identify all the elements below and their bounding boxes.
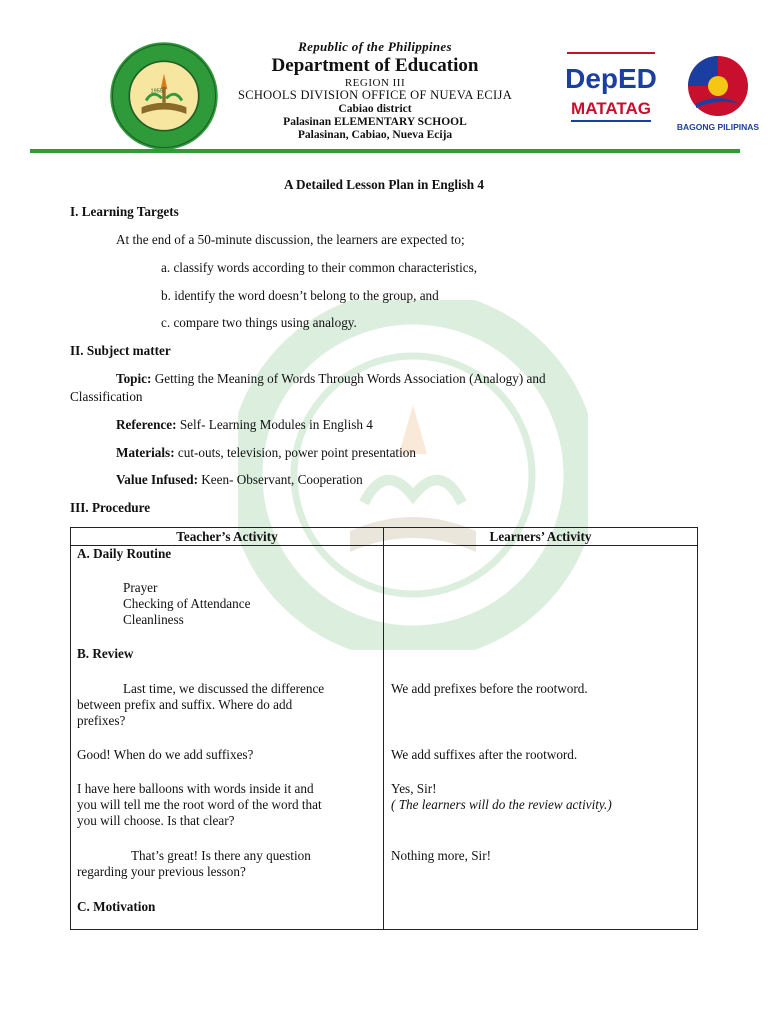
address-line: Palasinan, Cabiao, Nueva Ecija bbox=[297, 129, 453, 142]
topic-line-2: Classification bbox=[70, 389, 143, 404]
region-line: REGION III bbox=[344, 76, 406, 89]
department-line: Department of Education bbox=[271, 54, 479, 76]
teacher-line: Good! When do we add suffixes? bbox=[77, 747, 254, 762]
teacher-line: you will choose. Is that clear? bbox=[77, 813, 235, 828]
table-column-divider bbox=[383, 528, 384, 929]
teacher-line: That’s great! Is there any question bbox=[131, 848, 311, 863]
procedure-table bbox=[70, 527, 698, 930]
reference-line: Reference: Self- Learning Modules in English 4 bbox=[116, 417, 373, 432]
bagong-pilipinas-logo-icon bbox=[676, 52, 760, 136]
routine-item: Prayer bbox=[123, 580, 158, 595]
division-line: SCHOOLS DIVISION OFFICE OF NUEVA ECIJA bbox=[237, 88, 513, 103]
motivation-heading: C. Motivation bbox=[77, 899, 156, 914]
learner-line: Nothing more, Sir! bbox=[391, 848, 491, 863]
learner-line: ( The learners will do the review activity.) bbox=[391, 797, 612, 812]
target-item: c. compare two things using analogy. bbox=[161, 315, 357, 330]
materials-line: Materials: cut-outs, television, power point presentation bbox=[116, 445, 416, 460]
letterhead bbox=[210, 40, 540, 141]
header-divider bbox=[30, 149, 740, 153]
review-heading: B. Review bbox=[77, 646, 134, 661]
section-learning-targets: I. Learning Targets bbox=[70, 204, 179, 219]
teacher-line: between prefix and suffix. Where do add bbox=[77, 697, 293, 712]
value-infused-line: Value Infused: Keen- Observant, Cooperation bbox=[116, 472, 363, 487]
school-line: Palasinan ELEMENTARY SCHOOL bbox=[283, 116, 467, 129]
teacher-line: you will tell me the root word of the word that bbox=[77, 797, 322, 812]
teacher-line: regarding your previous lesson? bbox=[77, 864, 246, 879]
learner-line: Yes, Sir! bbox=[391, 781, 437, 796]
deped-matatag-logo-icon bbox=[565, 48, 657, 130]
teacher-line: Last time, we discussed the difference bbox=[123, 681, 325, 696]
daily-routine-heading: A. Daily Routine bbox=[77, 546, 172, 561]
target-item: b. identify the word doesn’t belong to the group, and bbox=[161, 288, 439, 303]
svg-text:DepED: DepED bbox=[565, 63, 657, 94]
seal-year: 1955 bbox=[150, 88, 164, 95]
school-seal-icon bbox=[108, 40, 220, 152]
section-procedure: III. Procedure bbox=[70, 500, 151, 515]
topic-line: Topic: Getting the Meaning of Words Through Words Association (Analogy) and bbox=[116, 371, 546, 386]
learner-line: We add prefixes before the rootword. bbox=[391, 681, 588, 696]
routine-item: Cleanliness bbox=[123, 612, 184, 627]
svg-text:BAGONG PILIPINAS: BAGONG PILIPINAS bbox=[676, 122, 760, 132]
header-teachers-activity: Teacher’s Activity bbox=[176, 529, 278, 544]
learning-intro: At the end of a 50-minute discussion, the learners are expected to; bbox=[116, 232, 465, 247]
teacher-line: prefixes? bbox=[77, 713, 126, 728]
svg-text:MATATAG: MATATAG bbox=[571, 99, 651, 118]
section-subject-matter: II. Subject matter bbox=[70, 343, 171, 358]
document-title: A Detailed Lesson Plan in English 4 bbox=[283, 177, 485, 192]
district-line: Cabiao district bbox=[338, 103, 412, 116]
learner-line: We add suffixes after the rootword. bbox=[391, 747, 578, 762]
routine-item: Checking of Attendance bbox=[123, 596, 251, 611]
republic-line: Republic of the Philippines bbox=[298, 39, 452, 54]
target-item: a. classify words according to their common characteristics, bbox=[161, 260, 478, 275]
teacher-line: I have here balloons with words inside it and bbox=[77, 781, 314, 796]
header-learners-activity: Learners’ Activity bbox=[489, 529, 592, 544]
